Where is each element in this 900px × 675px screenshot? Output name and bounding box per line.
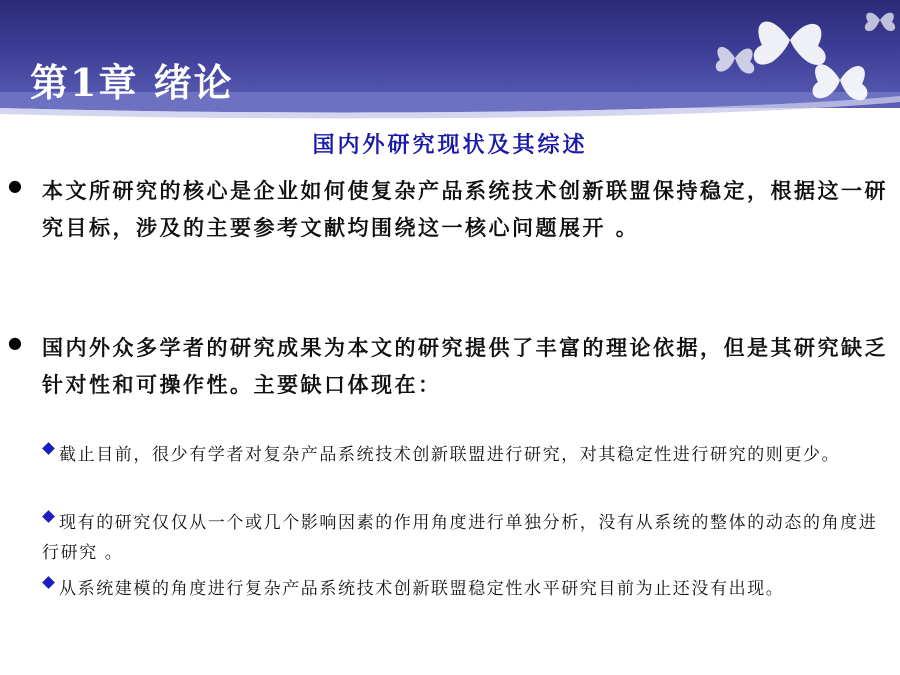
section-subtitle: 国内外研究现状及其综述 [312,132,588,158]
chapter-title: 第1章 绪论 [30,60,234,105]
sub-item-3 [42,574,890,604]
diamond-bullet-icon [42,576,55,589]
diamond-bullet-icon [42,510,55,523]
diamond-bullet-icon [42,442,55,455]
paragraph-1: 本文所研究的核心是企业如何使复杂产品系统技术创新联盟保持稳定，根据这一研究目标，涉及的主要参考文献均围绕这一核心问题展开 。 [42,178,888,240]
sub-item-1 [42,440,890,470]
bullet-dot-1: ● [8,176,22,195]
paragraph-2: 国内外众多学者的研究成果为本文的研究提供了丰富的理论依据，但是其研究缺乏针对性和可操作性。主要缺口体现在： [42,335,888,397]
sub-item-text: 从系统建模的角度进行复杂产品系统技术创新联盟稳定性水平研究目前为止还没有出现。 [59,579,785,599]
sub-item-2 [42,508,890,568]
sub-item-text: 现有的研究仅仅从一个或几个影响因素的作用角度进行单独分析，没有从系统的整体的动态的角度进行研究 。 [42,513,878,563]
sub-item-text: 截止目前，很少有学者对复杂产品系统技术创新联盟进行研究，对其稳定性进行研究的则更少。 [59,445,841,465]
bullet-dot-2: ● [8,333,22,352]
